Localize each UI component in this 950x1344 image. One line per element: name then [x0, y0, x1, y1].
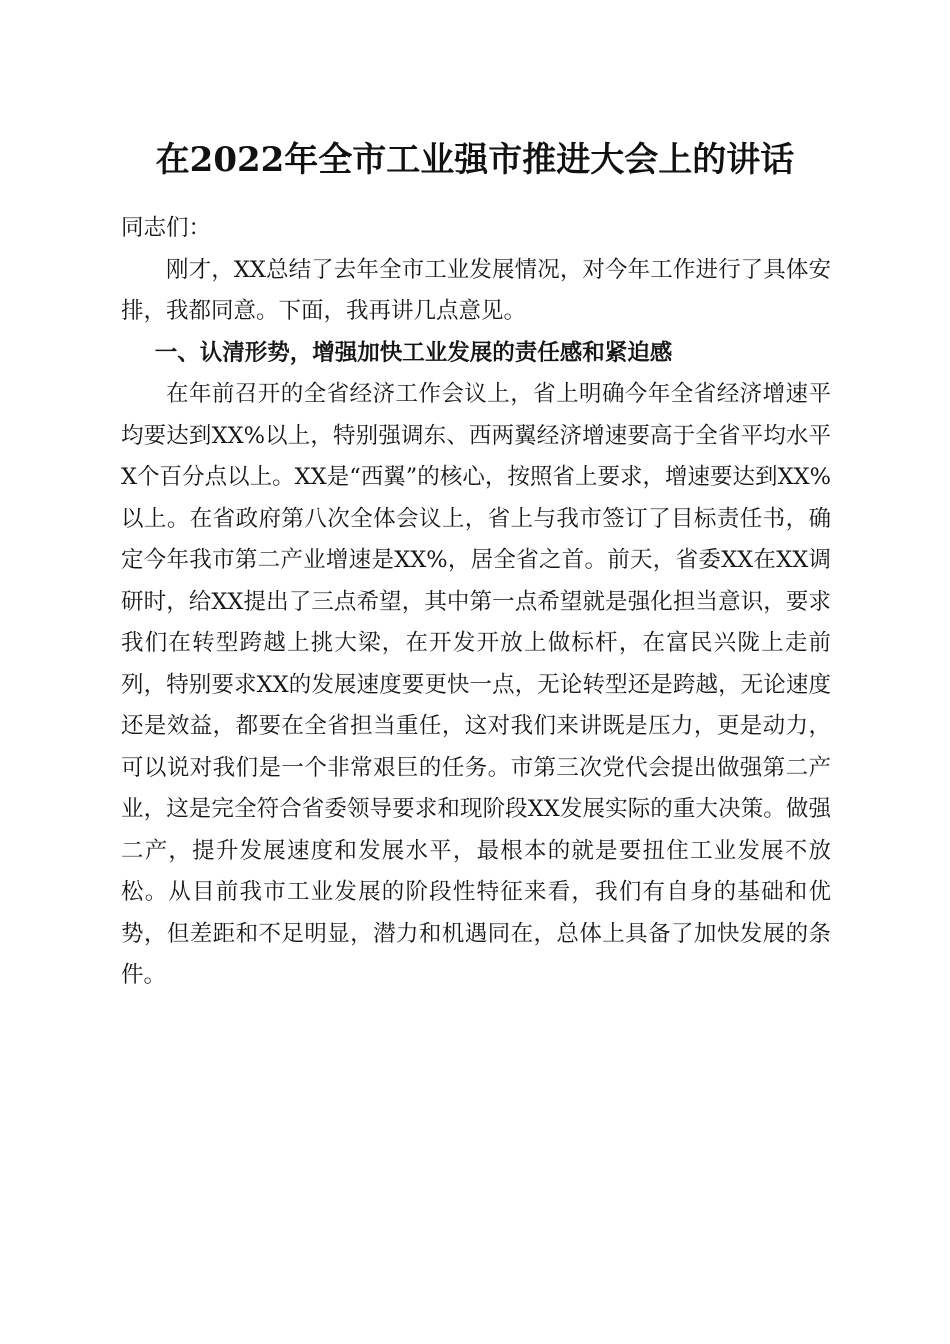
document-body [121, 208, 831, 997]
document-title: 在2022年全市工业强市推进大会上的讲话 [155, 140, 795, 180]
salutation: 同志们： [121, 215, 212, 241]
section-paragraph: 在年前召开的全省经济工作会议上，省上明确今年全省经济增速平均要达到XX%以上，特别强调东、西两翼经济增速要高于全省平均水平X个百分点以上。XX是“西翼”的核心，按照省上要求，增速要达到XX%以上。在省政府第八次全体会议上，省上与我市签订了目标责任书，确定今年我市第二产业增速是XX%，居全省之首。前天，省委XX在XX调研时，给XX提出了三点希望，其中第一点希望就是强化担当意识，要求我们在转型跨越上挑大梁，在开发开放上做标杆，在富民兴陇上走前列，特别要求XX的发展速度要更快一点，无论转型还是跨越，无论速度还是效益，都要在全省担当重任，这对我们来讲既是压力，更是动力，可以说对我们是一个非常艰巨的任务。市第三次党代会提出做强第二产业，这是完全符合省委领导要求和现阶段XX发展实际的重大决策。做强二产，提升发展速度和发展水平，最根本的就是要扭住工业发展不放松。从目前我市工业发展的阶段性特征来看，我们有自身的基础和优势，但差距和不足明显，潜力和机遇同在，总体上具备了加快发展的条件。 [121, 381, 831, 988]
section-heading: 一、认清形势，增强加快工业发展的责任感和紧迫感 [154, 339, 673, 366]
intro-paragraph: 刚才，XX总结了去年全市工业发展情况，对今年工作进行了具体安排，我都同意。下面，我再讲几点意见。 [121, 256, 831, 324]
